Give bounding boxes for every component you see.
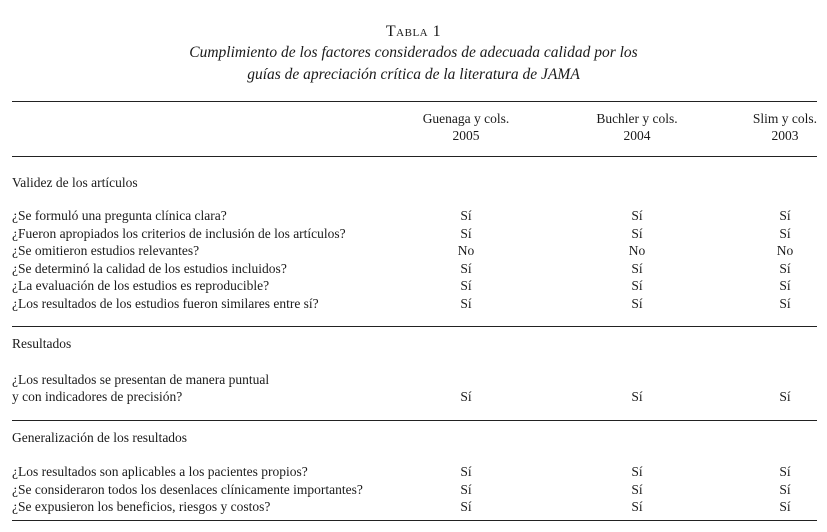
row-question: ¿Se omitieron estudios relevantes?: [12, 243, 200, 258]
column-header-guenaga: [396, 110, 536, 144]
row-value: Sí: [779, 226, 791, 241]
table-row: [12, 207, 817, 224]
row-value: Sí: [460, 296, 472, 311]
row-question-line-1: ¿Los resultados se presentan de manera puntual: [12, 372, 270, 387]
column-authors: Buchler y cols.: [596, 111, 678, 126]
section-title-generalizacion: Generalización de los resultados: [12, 430, 188, 445]
row-question: ¿La evaluación de los estudios es reproducible?: [12, 278, 270, 293]
row-value: Sí: [631, 278, 643, 293]
row-value: Sí: [779, 278, 791, 293]
table-row: [12, 295, 817, 312]
row-value: Sí: [460, 499, 472, 514]
section-title-validez: Validez de los artículos: [12, 175, 138, 190]
row-value: Sí: [631, 226, 643, 241]
row-question: ¿Los resultados de los estudios fueron similares entre sí?: [12, 296, 319, 311]
top-rule: [12, 101, 817, 102]
table-row: [12, 260, 817, 277]
table-number: Tabla 1: [385, 23, 442, 40]
row-value: Sí: [779, 464, 791, 479]
row-question: [12, 371, 402, 405]
row-value: Sí: [460, 389, 472, 404]
row-value: Sí: [631, 499, 643, 514]
row-question: ¿Fueron apropiados los criterios de inclusión de los artículos?: [12, 226, 346, 241]
row-value: Sí: [631, 389, 643, 404]
table-row: [12, 277, 817, 294]
row-value: Sí: [460, 208, 472, 223]
table-row: [12, 371, 817, 405]
row-value: Sí: [779, 208, 791, 223]
row-value: Sí: [460, 482, 472, 497]
row-question: ¿Se determinó la calidad de los estudios incluidos?: [12, 261, 287, 276]
column-year: 2003: [771, 128, 799, 143]
row-value: Sí: [631, 296, 643, 311]
column-header-row: [12, 110, 817, 146]
row-question: ¿Se consideraron todos los desenlaces clínicamente importantes?: [12, 482, 363, 497]
row-value: Sí: [460, 464, 472, 479]
section-rule: [12, 420, 817, 421]
row-question: ¿Los resultados son aplicables a los pacientes propios?: [12, 464, 308, 479]
section-title-resultados: Resultados: [12, 336, 72, 351]
table-row: [12, 463, 817, 480]
row-value: Sí: [779, 482, 791, 497]
row-value: No: [457, 243, 475, 258]
row-value: Sí: [779, 389, 791, 404]
row-value: Sí: [631, 261, 643, 276]
table-row: [12, 242, 817, 259]
row-question: ¿Se expusieron los beneficios, riesgos y costos?: [12, 499, 271, 514]
header-rule: [12, 156, 817, 157]
table-title-block: [0, 22, 827, 86]
column-year: 2005: [452, 128, 480, 143]
row-value: Sí: [460, 261, 472, 276]
column-header-slim: [715, 110, 827, 144]
column-year: 2004: [623, 128, 651, 143]
row-value: Sí: [460, 278, 472, 293]
row-value: Sí: [460, 226, 472, 241]
row-value: Sí: [779, 499, 791, 514]
row-value: Sí: [631, 482, 643, 497]
table-row: [12, 225, 817, 242]
column-authors: Slim y cols.: [752, 111, 818, 126]
table-row: [12, 498, 817, 515]
row-question-line-2: y con indicadores de precisión?: [12, 389, 183, 404]
row-value: Sí: [631, 464, 643, 479]
column-header-buchler: [567, 110, 707, 144]
row-question: ¿Se formuló una pregunta clínica clara?: [12, 208, 227, 223]
table-caption-line-2: guías de apreciación crítica de la literatura de JAMA: [247, 66, 580, 83]
row-value: Sí: [779, 261, 791, 276]
row-value: Sí: [779, 296, 791, 311]
row-value: No: [776, 243, 794, 258]
table-caption-line-1: Cumplimiento de los factores considerados de adecuada calidad por los: [189, 44, 638, 61]
column-authors: Guenaga y cols.: [422, 111, 510, 126]
row-value: No: [628, 243, 646, 258]
bottom-rule: [12, 520, 817, 521]
row-value: Sí: [631, 208, 643, 223]
table-row: [12, 481, 817, 498]
section-rule: [12, 326, 817, 327]
